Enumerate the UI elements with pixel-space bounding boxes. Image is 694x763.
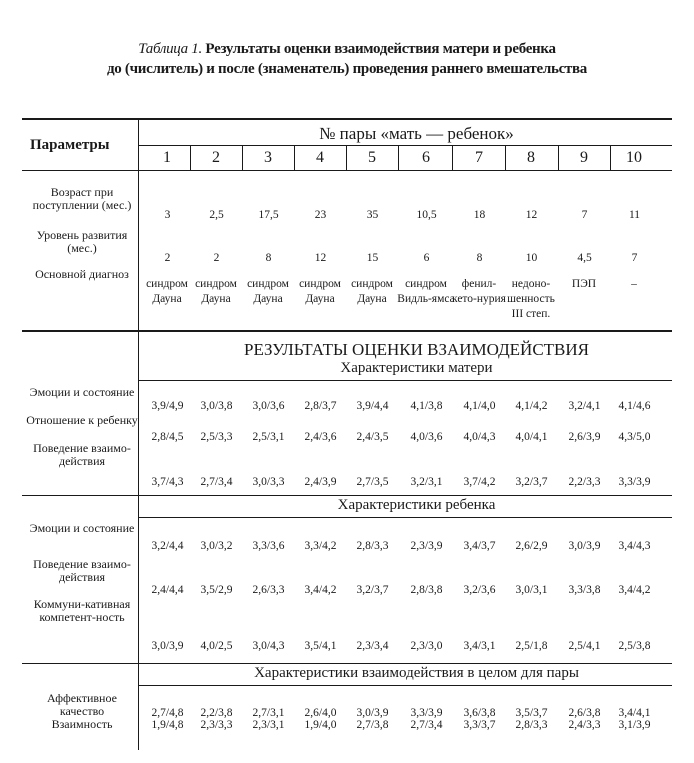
child-value-cell: 2,6/3,3 — [252, 584, 285, 596]
age-value: 17,5 — [258, 209, 279, 221]
age-value: 23 — [314, 209, 327, 221]
diagnosis-value: синдром Дауна — [299, 278, 341, 305]
child-value-cell: 2,5/3,8 — [618, 640, 651, 652]
diagnosis-value: фенил-кето-нурия — [452, 278, 506, 305]
mother-value-cell: 3,9/4,4 — [356, 400, 389, 412]
diagnosis-value: – — [631, 278, 637, 290]
mother-value-cell: 3,2/4,1 — [568, 400, 601, 412]
mother-value-cell: 4,1/4,6 — [618, 400, 651, 412]
pair-value-cell: 2,6/4,0 — [304, 707, 337, 719]
label-dev-level: Уровень развития (мес.) — [36, 228, 128, 255]
pair-value-cell: 2,3/3,1 — [252, 719, 285, 731]
diagnosis-value: синдром Дауна — [195, 278, 237, 305]
mother-value-cell: 3,7/4,2 — [463, 476, 496, 488]
mother-value-cell: 3,2/3,7 — [515, 476, 548, 488]
child-value-cell: 3,0/3,9 — [568, 540, 601, 552]
pair-value-cell: 2,7/3,8 — [356, 719, 389, 731]
mother-value-cell: 4,1/4,0 — [463, 400, 496, 412]
child-value-cell: 3,3/3,6 — [252, 540, 285, 552]
age-value: 3 — [164, 209, 171, 221]
child-value-cell: 2,8/3,3 — [356, 540, 389, 552]
number-column-divider — [346, 146, 347, 170]
dev-level-value: 8 — [476, 252, 483, 264]
mother-value-cell: 3,0/3,8 — [200, 400, 233, 412]
pair-value-cell: 1,9/4,0 — [304, 719, 337, 731]
diagnosis-value: синдром Дауна — [247, 278, 289, 305]
mother-value-cell: 2,5/3,1 — [252, 431, 285, 443]
mother-value-cell: 2,5/3,3 — [200, 431, 233, 443]
pair-number-cell: 4 — [316, 149, 324, 166]
mother-value-cell: 3,0/3,6 — [252, 400, 285, 412]
diagnosis-value: ПЭП — [571, 278, 597, 290]
pair-value-cell: 3,0/3,9 — [356, 707, 389, 719]
mother-value-cell: 4,0/3,6 — [410, 431, 443, 443]
child-value-cell: 3,4/4,3 — [618, 540, 651, 552]
table-caption-line-1 — [0, 40, 694, 58]
mother-row-label: Эмоции и состояние — [29, 385, 135, 399]
mother-section-title: Характеристики матери — [340, 360, 493, 376]
age-value: 12 — [525, 209, 538, 221]
child-row-label: Поведение взаимо-действия — [33, 557, 131, 584]
number-column-divider — [505, 146, 506, 170]
table-top-rule — [22, 118, 672, 120]
child-row-label: Эмоции и состояние — [29, 521, 135, 535]
number-column-divider — [452, 146, 453, 170]
age-value: 18 — [473, 209, 486, 221]
child-value-cell: 3,2/3,6 — [463, 584, 496, 596]
params-column-divider — [138, 118, 139, 750]
pair-number-cell: 10 — [626, 149, 642, 166]
label-diagnosis: Основной диагноз — [35, 267, 129, 281]
child-title-rule — [139, 517, 672, 518]
mother-value-cell: 4,1/3,8 — [410, 400, 443, 412]
pair-value-cell: 3,3/3,7 — [463, 719, 496, 731]
dev-level-value: 2 — [213, 252, 220, 264]
table-caption-line-2: до (числитель) и после (знаменатель) проведения раннего вмешательства — [106, 61, 588, 77]
dev-level-value: 4,5 — [577, 252, 592, 264]
header-pair-rule — [139, 145, 672, 146]
header-bottom-rule — [22, 170, 672, 171]
child-value-cell: 3,4/4,2 — [304, 584, 337, 596]
age-value: 2,5 — [209, 209, 224, 221]
child-value-cell: 3,0/3,2 — [200, 540, 233, 552]
mother-value-cell: 2,8/4,5 — [151, 431, 184, 443]
child-value-cell: 2,5/1,8 — [515, 640, 548, 652]
pair-row-label: Взаимность — [51, 717, 113, 731]
child-value-cell: 3,5/2,9 — [200, 584, 233, 596]
number-column-divider — [398, 146, 399, 170]
mother-value-cell: 3,9/4,9 — [151, 400, 184, 412]
label-age: Возраст при поступлении (мес.) — [32, 185, 132, 212]
child-value-cell: 2,8/3,8 — [410, 584, 443, 596]
mother-value-cell: 2,4/3,6 — [304, 431, 337, 443]
diagnosis-value: синдром Дауна — [351, 278, 393, 305]
mother-title-rule — [139, 380, 672, 381]
pair-value-cell: 3,1/3,9 — [618, 719, 651, 731]
number-column-divider — [558, 146, 559, 170]
mother-value-cell: 4,3/5,0 — [618, 431, 651, 443]
child-value-cell: 2,5/4,1 — [568, 640, 601, 652]
number-column-divider — [294, 146, 295, 170]
pair-number-cell: 7 — [475, 149, 483, 166]
child-value-cell: 2,3/3,9 — [410, 540, 443, 552]
diagnosis-value: синдром Дауна — [146, 278, 188, 305]
child-value-cell: 4,0/2,5 — [200, 640, 233, 652]
mother-value-cell: 2,4/3,9 — [304, 476, 337, 488]
pair-value-cell: 3,4/4,1 — [618, 707, 651, 719]
table-title: Результаты оценки взаимодействия матери и ребенка — [205, 41, 556, 57]
pair-number-cell: 3 — [264, 149, 272, 166]
table-number: Таблица 1. — [138, 41, 202, 57]
pair-number-cell: 9 — [580, 149, 588, 166]
child-value-cell: 3,5/4,1 — [304, 640, 337, 652]
dev-level-value: 15 — [366, 252, 379, 264]
age-value: 7 — [581, 209, 588, 221]
pair-value-cell: 3,5/3,7 — [515, 707, 548, 719]
number-column-divider — [242, 146, 243, 170]
basic-bottom-rule — [22, 330, 672, 332]
mother-bottom-rule — [22, 495, 672, 496]
child-value-cell: 3,2/4,4 — [151, 540, 184, 552]
pair-section-title: Характеристики взаимодействия в целом для пары — [254, 665, 579, 681]
pair-number-header: № пары «мать — ребенок» — [319, 124, 514, 143]
pair-value-cell: 2,3/3,3 — [200, 719, 233, 731]
child-value-cell: 3,4/3,7 — [463, 540, 496, 552]
pair-row-label: Аффективное качество — [47, 691, 117, 718]
mother-value-cell: 2,4/3,5 — [356, 431, 389, 443]
dev-level-value: 12 — [314, 252, 327, 264]
child-value-cell: 2,4/4,4 — [151, 584, 184, 596]
child-value-cell: 2,3/3,4 — [356, 640, 389, 652]
child-value-cell: 3,0/3,1 — [515, 584, 548, 596]
pair-number-cell: 5 — [368, 149, 376, 166]
pair-value-cell: 2,2/3,8 — [200, 707, 233, 719]
age-value: 11 — [628, 209, 641, 221]
child-value-cell: 3,0/3,9 — [151, 640, 184, 652]
diagnosis-value: недоно-шенность III степ. — [507, 278, 555, 320]
child-value-cell: 3,3/3,8 — [568, 584, 601, 596]
mother-value-cell: 3,2/3,1 — [410, 476, 443, 488]
mother-value-cell: 3,3/3,9 — [618, 476, 651, 488]
pair-number-cell: 1 — [163, 149, 171, 166]
diagnosis-value: синдром Видль-ямса — [397, 278, 455, 305]
dev-level-value: 8 — [265, 252, 272, 264]
pair-value-cell: 2,6/3,8 — [568, 707, 601, 719]
dev-level-value: 2 — [164, 252, 171, 264]
mother-value-cell: 4,1/4,2 — [515, 400, 548, 412]
mother-value-cell: 4,0/4,3 — [463, 431, 496, 443]
mother-value-cell: 2,8/3,7 — [304, 400, 337, 412]
mother-row-label: Отношение к ребенку — [26, 413, 138, 427]
pair-value-cell: 2,7/4,8 — [151, 707, 184, 719]
child-value-cell: 3,2/3,7 — [356, 584, 389, 596]
pair-value-cell: 2,8/3,3 — [515, 719, 548, 731]
mother-value-cell: 4,0/4,1 — [515, 431, 548, 443]
pair-value-cell: 1,9/4,8 — [151, 719, 184, 731]
child-value-cell: 3,4/3,1 — [463, 640, 496, 652]
mother-value-cell: 2,7/3,5 — [356, 476, 389, 488]
child-value-cell: 3,3/4,2 — [304, 540, 337, 552]
child-section-title: Характеристики ребенка — [337, 497, 496, 513]
pair-value-cell: 2,7/3,4 — [410, 719, 443, 731]
mother-value-cell: 2,2/3,3 — [568, 476, 601, 488]
mother-value-cell: 2,6/3,9 — [568, 431, 601, 443]
pair-value-cell: 3,6/3,8 — [463, 707, 496, 719]
child-bottom-rule — [22, 663, 672, 664]
pair-value-cell: 2,4/3,3 — [568, 719, 601, 731]
pair-number-cell: 6 — [422, 149, 430, 166]
child-row-label: Коммуни-кативная компетент-ность — [33, 597, 131, 624]
pair-number-cell: 8 — [527, 149, 535, 166]
dev-level-value: 10 — [525, 252, 538, 264]
params-header: Параметры — [30, 137, 110, 153]
mother-value-cell: 2,7/3,4 — [200, 476, 233, 488]
mother-row-label: Поведение взаимо-действия — [33, 441, 131, 468]
age-value: 35 — [366, 209, 379, 221]
child-value-cell: 2,3/3,0 — [410, 640, 443, 652]
pair-value-cell: 2,7/3,1 — [252, 707, 285, 719]
mother-value-cell: 3,7/4,3 — [151, 476, 184, 488]
pair-number-cell: 2 — [212, 149, 220, 166]
results-title: РЕЗУЛЬТАТЫ ОЦЕНКИ ВЗАИМОДЕЙСТВИЯ — [243, 340, 590, 359]
child-value-cell: 3,4/4,2 — [618, 584, 651, 596]
pair-title-rule — [139, 685, 672, 686]
child-value-cell: 3,0/4,3 — [252, 640, 285, 652]
mother-value-cell: 3,0/3,3 — [252, 476, 285, 488]
pair-value-cell: 3,3/3,9 — [410, 707, 443, 719]
child-value-cell: 2,6/2,9 — [515, 540, 548, 552]
dev-level-value: 7 — [631, 252, 638, 264]
dev-level-value: 6 — [423, 252, 430, 264]
age-value: 10,5 — [416, 209, 437, 221]
